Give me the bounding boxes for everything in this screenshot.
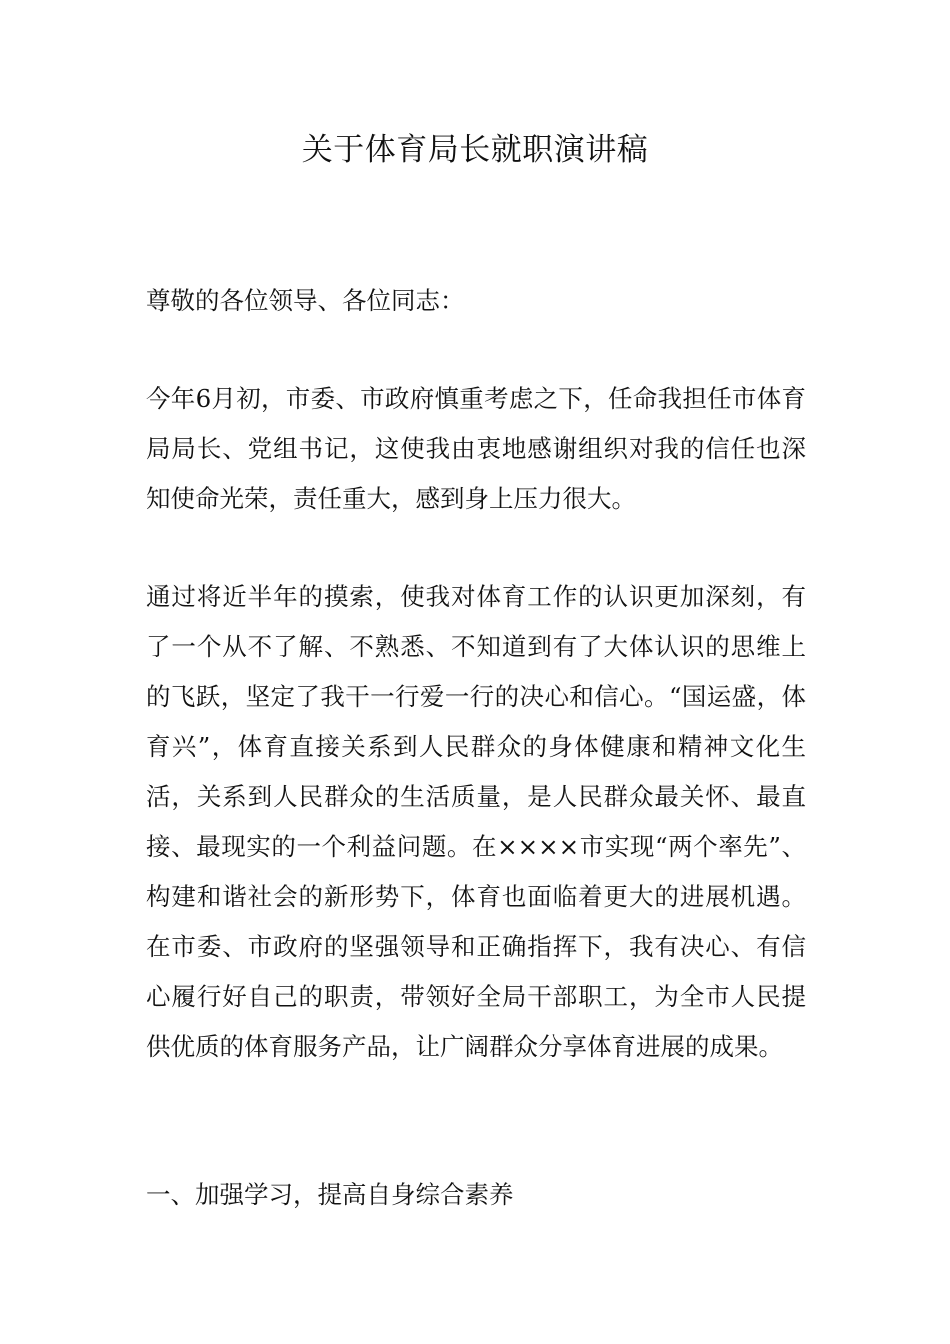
greeting-line: 尊敬的各位领导、各位同志： [146, 286, 465, 315]
paragraph-appointment: 今年6月初，市委、市政府慎重考虑之下，任命我担任市体育局局长、党组书记，这使我由衷地感谢组织对我的信任也深知使命光荣，责任重大，感到身上压力很大。 [146, 384, 806, 513]
paragraph-understanding: 通过将近半年的摸索，使我对体育工作的认识更加深刻，有了一个从不了解、不熟悉、不知道到有了大体认识的思维上的飞跃，坚定了我干一行爱一行的决心和信心。“国运盛，体育兴”，体育直接关系到人民群众的身体健康和精神文化生活，关系到人民群众的生活质量，是人民群众最关怀、最直接、最现实的一个利益问题。在××××市实现“两个率先”、构建和谐社会的新形势下，体育也面临着更大的进展机遇。在市委、市政府的坚强领导和正确指挥下，我有决心、有信心履行好自己的职责，带领好全局干部职工，为全市人民提供优质的体育服务产品，让广阔群众分享体育进展的成果。 [146, 582, 806, 1061]
document-title: 关于体育局长就职演讲稿 [301, 132, 649, 168]
section-heading-study: 一、加强学习，提高自身综合素养 [146, 1180, 514, 1209]
